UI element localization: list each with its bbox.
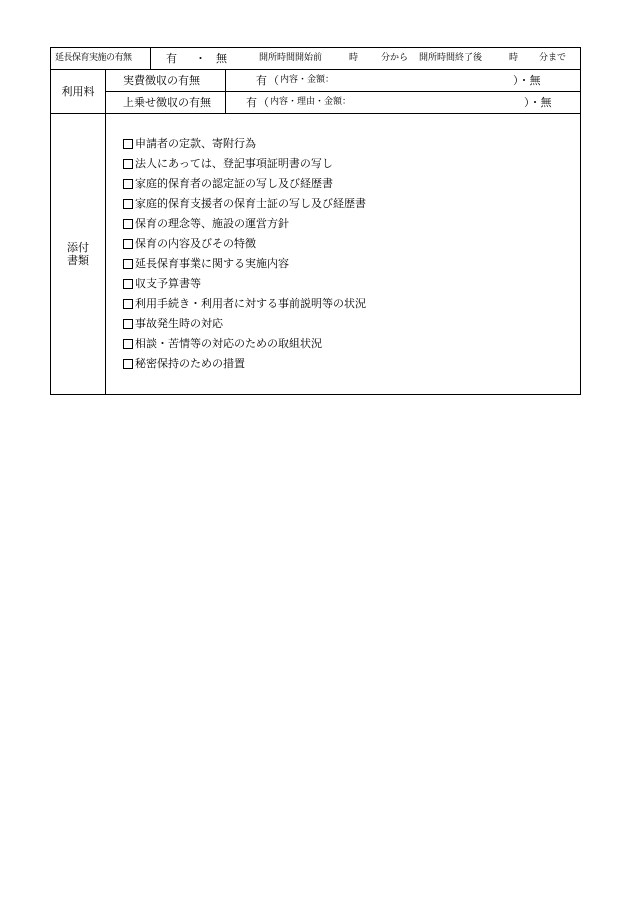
extended-care-dot: ・ xyxy=(195,52,207,65)
extended-care-label: 延長保育実施の有無 xyxy=(51,48,151,70)
attachment-item-label: 事故発生時の対応 xyxy=(135,317,223,330)
fee-label: 利用料 xyxy=(51,70,106,114)
surcharge-label-text: 上乗せ徴収の有無 xyxy=(123,96,211,109)
attachment-item xyxy=(123,174,580,194)
attachment-item xyxy=(123,274,580,294)
extended-care-content xyxy=(151,48,581,70)
surcharge-row xyxy=(51,92,581,114)
hour-label-2: 時 xyxy=(509,53,519,63)
extended-care-no[interactable]: 無 xyxy=(216,52,228,65)
attachment-item-label: 家庭的保育支援者の保育士証の写し及び経歴書 xyxy=(135,197,366,210)
attachment-checkbox[interactable] xyxy=(123,339,133,349)
application-form-table xyxy=(50,47,581,395)
before-open-label: 開所時間開始前 xyxy=(259,53,323,63)
attachment-checkbox[interactable] xyxy=(123,219,133,229)
attachment-item xyxy=(123,314,580,334)
attachment-item-label: 保育の内容及びその特徴 xyxy=(135,237,256,250)
attachment-checkbox[interactable] xyxy=(123,139,133,149)
attachment-checkbox[interactable] xyxy=(123,279,133,289)
attachment-checkbox[interactable] xyxy=(123,299,133,309)
attachment-item xyxy=(123,334,580,354)
attachment-item-label: 利用手続き・利用者に対する事前説明等の状況 xyxy=(135,297,366,310)
attachment-item-label: 家庭的保育者の認定証の写し及び経歴書 xyxy=(135,177,333,190)
surcharge-content xyxy=(226,92,581,114)
attachment-item xyxy=(123,194,580,214)
attachment-item-label: 相談・苦情等の対応のための取組状況 xyxy=(135,337,322,350)
actual-cost-yes[interactable]: 有 xyxy=(256,74,268,87)
attachment-item xyxy=(123,214,580,234)
from-label: 分から xyxy=(381,53,409,63)
attachment-checkbox[interactable] xyxy=(123,159,133,169)
attachment-item xyxy=(123,254,580,274)
attachment-item-label: 申請者の定款、寄附行為 xyxy=(135,137,256,150)
attachments-label xyxy=(51,114,106,395)
attachment-item xyxy=(123,154,580,174)
attachment-item xyxy=(123,294,580,314)
extended-care-row xyxy=(51,48,581,70)
attachments-list-cell xyxy=(106,114,581,395)
after-close-label: 開所時間終了後 xyxy=(419,53,483,63)
surcharge-close-no[interactable]: ）・無 xyxy=(524,96,552,109)
attachments-label-line2: 書類 xyxy=(67,254,89,267)
attachment-item-label: 収支予算書等 xyxy=(135,277,201,290)
attachment-item-label: 保育の理念等、施設の運営方針 xyxy=(135,217,289,230)
attachment-item-label: 延長保育事業に関する実施内容 xyxy=(135,257,289,270)
surcharge-open-paren: （ xyxy=(258,96,270,109)
actual-cost-label-text: 実費徴収の有無 xyxy=(123,74,200,87)
surcharge-yes[interactable]: 有 xyxy=(246,96,258,109)
actual-cost-content xyxy=(226,70,581,92)
actual-cost-close-no[interactable]: ）・無 xyxy=(513,74,541,87)
hour-label-1: 時 xyxy=(349,53,359,63)
attachment-item xyxy=(123,354,580,374)
actual-cost-open-paren: （ xyxy=(268,74,280,87)
attachment-checkbox[interactable] xyxy=(123,259,133,269)
attachments-label-line1: 添付 xyxy=(67,240,89,254)
attachment-item-label: 法人にあっては、登記事項証明書の写し xyxy=(135,157,333,170)
attachment-checkbox[interactable] xyxy=(123,239,133,249)
attachment-item-label: 秘密保持のための措置 xyxy=(135,357,245,370)
until-label: 分まで xyxy=(539,53,567,63)
attachment-checkbox[interactable] xyxy=(123,179,133,189)
surcharge-label xyxy=(106,92,226,114)
attachments-row xyxy=(51,114,581,395)
attachments-list xyxy=(106,134,580,374)
extended-care-yes[interactable]: 有 xyxy=(166,52,178,65)
attachment-checkbox[interactable] xyxy=(123,319,133,329)
attachment-item xyxy=(123,234,580,254)
surcharge-detail: 内容・理由・金額： xyxy=(270,97,352,107)
attachment-checkbox[interactable] xyxy=(123,199,133,209)
actual-cost-label xyxy=(106,70,226,92)
attachment-checkbox[interactable] xyxy=(123,359,133,369)
attachment-item xyxy=(123,134,580,154)
actual-cost-detail: 内容・金額： xyxy=(280,75,335,85)
actual-cost-row xyxy=(51,70,581,92)
